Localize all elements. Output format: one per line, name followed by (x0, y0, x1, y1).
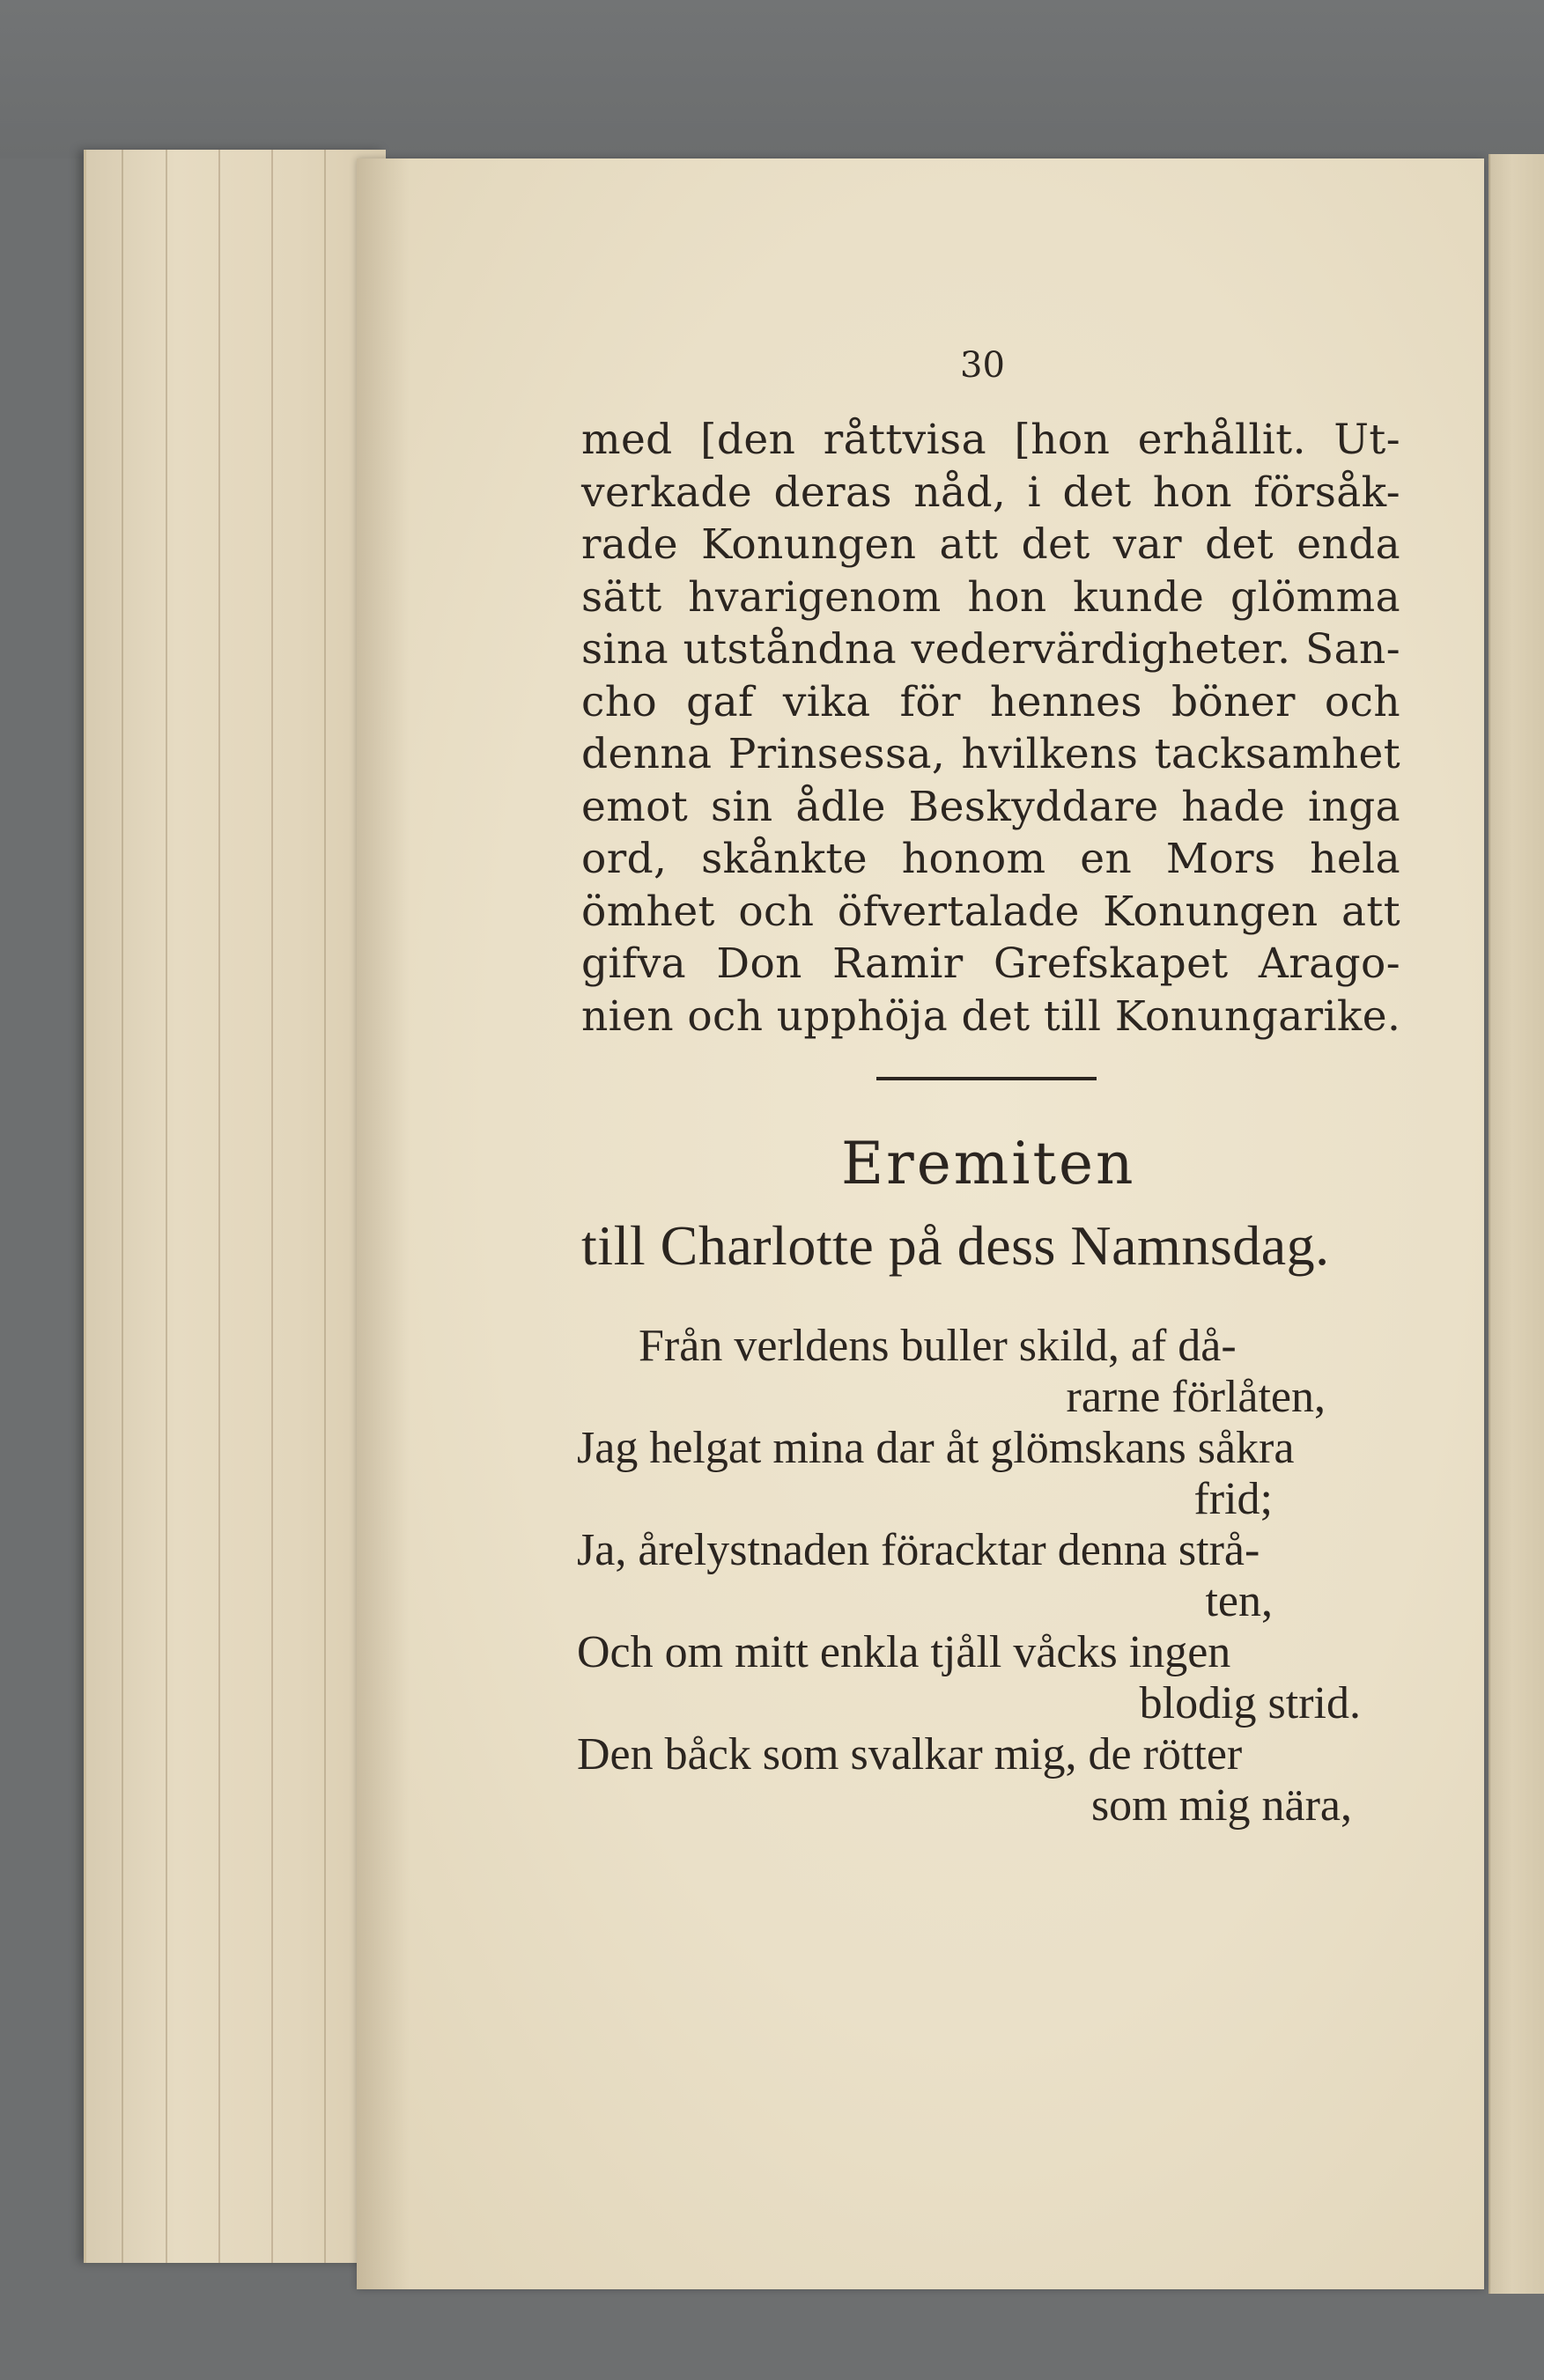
poem-line: Jag helgat mina dar åt glömskans såkra (577, 1423, 1295, 1473)
page-stack-spine (84, 150, 386, 2263)
poem-line: rarne förlåten, (1066, 1372, 1326, 1422)
facing-page-edge (1489, 154, 1544, 2294)
poem-line: Ja, årelystnaden föracktar denna strå- (577, 1525, 1260, 1575)
poem-title: Eremiten (841, 1130, 1136, 1197)
prose-line: nien och upphöja det till Konungarike. (581, 991, 1401, 1041)
prose-line: med [den råttvisa [hon erhållit. Ut- (581, 416, 1400, 464)
prose-line: rade Konungen att det var det enda (581, 520, 1400, 569)
prose-line: denna Prinsessa, hvilkens tacksamhet (581, 730, 1400, 778)
prose-line: emot sin ådle Beskyddare hade inga (581, 782, 1400, 831)
poem-line: blodig strid. (1139, 1678, 1361, 1728)
page-edge (324, 150, 326, 2263)
page-edge (218, 150, 220, 2263)
poem-line: som mig nära, (1090, 1780, 1352, 1831)
poem-verse (577, 1321, 1405, 1831)
prose-line: verkade deras nåd, i det hon försåk- (581, 468, 1400, 517)
page-edge (166, 150, 167, 2263)
prose-line: ömhet och öfvertalade Konungen att (581, 887, 1400, 936)
poem-subtitle: till Charlotte på dess Namnsdag. (581, 1214, 1330, 1277)
page-edge (122, 150, 123, 2263)
prose-line: ord, skånkte honom en Mors hela (581, 835, 1400, 883)
section-divider (876, 1077, 1097, 1080)
prose-line: sätt hvarigenom hon kunde glömma (581, 572, 1400, 622)
poem-line: Och om mitt enkla tjåll våcks ingen (577, 1627, 1231, 1677)
prose-line: gifva Don Ramir Grefskapet Arago- (581, 939, 1400, 988)
gutter-shadow (357, 158, 410, 2289)
page-number: 30 (960, 345, 1005, 386)
poem-line: frid; (1193, 1474, 1273, 1524)
poem-line: Från verldens buller skild, af då- (639, 1321, 1237, 1371)
prose-paragraph (581, 414, 1400, 1043)
prose-line: cho gaf vika för hennes böner och (581, 677, 1400, 726)
page-edge (271, 150, 273, 2263)
poem-line: Den båck som svalkar mig, de rötter (577, 1729, 1243, 1779)
backdrop (0, 0, 1544, 158)
poem-line: ten, (1205, 1576, 1273, 1626)
prose-line: sina utståndna vedervärdigheter. San- (581, 625, 1400, 674)
